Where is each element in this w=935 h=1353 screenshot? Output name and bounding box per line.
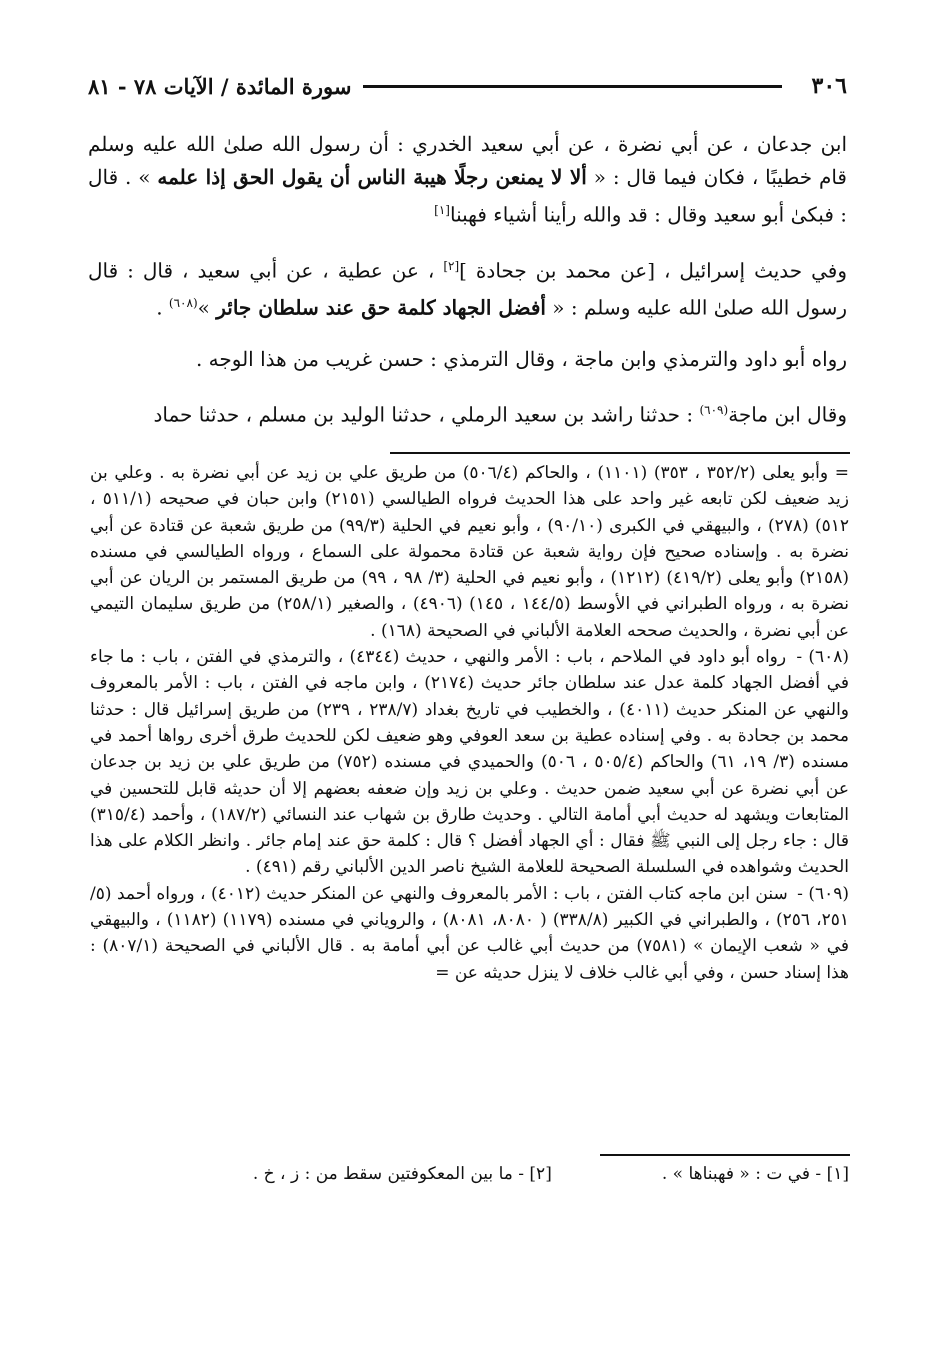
p2-after: » bbox=[197, 295, 217, 320]
footnote-609-number: (٦٠٩) - bbox=[797, 883, 850, 904]
p2-text: وفي حديث إسرائيل ، [عن محمد بن جحادة ] bbox=[459, 258, 847, 283]
paragraph-hadith-2 bbox=[88, 250, 847, 325]
footnote-608 bbox=[90, 644, 849, 881]
editor-notes-separator bbox=[600, 1154, 850, 1156]
footnotes bbox=[90, 460, 849, 986]
footnote-609 bbox=[90, 881, 849, 986]
p4-b: : حدثنا راشد بن سعيد الرملي ، حدثنا الوليد بن مسلم ، حدثنا حماد bbox=[153, 402, 700, 427]
surah-title: سورة المائدة / الآيات ٧٨ - ٨١ bbox=[88, 73, 352, 99]
p2-mid: ، عن عطية ، عن أبي سعيد ، قال : قال رسول الله صلىٰ الله عليه وسلم : « bbox=[88, 258, 847, 320]
p4-a: وقال ابن ماجة bbox=[728, 402, 847, 427]
footnote-ref-609: (٦٠٩) bbox=[699, 402, 729, 417]
footnote-608-number: (٦٠٨) - bbox=[796, 647, 850, 668]
paragraph-ibn-majah bbox=[88, 394, 847, 432]
page-number: ٣٠٦ bbox=[811, 73, 847, 99]
editor-note-marker-1: [١] bbox=[434, 203, 450, 217]
footnote-ref-608: (٦٠٨) bbox=[168, 296, 198, 311]
footnotes-separator bbox=[390, 452, 850, 454]
editor-note-1: [١] - في ت : « فهبناها » . bbox=[661, 1164, 849, 1184]
page-header bbox=[88, 66, 847, 106]
paragraph-takhrij: رواه أبو داود والترمذي وابن ماجة ، وقال الترمذي : حسن غريب من هذا الوجه . bbox=[195, 346, 847, 371]
p2-hadith-quote: أفضل الجهاد كلمة حق عند سلطان جائر bbox=[216, 295, 546, 320]
footnote-609-text: سنن ابن ماجه كتاب الفتن ، باب : الأمر بالمعروف والنهي عن المنكر حديث (٤٠١٢) ، ورواه أحمد (٥/ ٢٥١، ٢٥٦) ، والطبراني في الكبير (٣٣٨/٨) ( ٨٠٨٠، ٨٠٨١) ، والروياني في مسنده (١١٧٩) (١١٨٢) ، والبيهقي في « شعب الإيمان » (٧٥٨١) من حديث أبي غالب عن أبي أمامة به . قال الألباني في الصحيحة (٨٠٧/١) : هذا إسناد حسن ، وفي أبي غالب خلاف لا ينزل حديثه عن = bbox=[90, 883, 850, 983]
p2-end: . bbox=[156, 295, 169, 320]
p1-text: ابن جدعان ، عن أبي نضرة ، عن أبي سعيد الخدري : أن رسول الله صلىٰ الله عليه وسلم قام خطيبًا ، فكان فيما قال : « bbox=[88, 132, 847, 189]
editor-notes bbox=[100, 1164, 849, 1194]
paragraph-hadith-1 bbox=[88, 128, 847, 232]
editor-note-2: [٢] - ما بين المعكوفتين سقط من : ز ، خ . bbox=[252, 1164, 552, 1184]
editor-note-marker-2: [٢] bbox=[443, 258, 460, 273]
p1-hadith-quote: ألا لا يمنعن رجلًا هيبة الناس أن يقول الحق إذا علمه bbox=[157, 165, 587, 189]
p1-after: » . قال : فبكىٰ أبو سعيد وقال : قد والله رأينا أشياء فهبنا bbox=[88, 165, 847, 227]
footnote-608-text: رواه أبو داود في الملاحم ، باب : الأمر والنهي ، حديث (٤٣٤٤) ، والترمذي في الفتن ، باب : ما جاء في أفضل الجهاد كلمة عدل عند سلطان جائر حديث (٢١٧٤) ، وابن ماجه في الفتن ، باب : الأمر بالمعروف والنهي عن المنكر حديث (٤٠١١) ، والخطيب في تاريخ بغداد (٢٣٨/٧ ، ٢٣٩) من طريق إسرائيل قال : حدثنا محمد بن جحادة به . وفي إسناده عطية بن سعد العوفي وهو ضعيف لكن للحديث طرق أخرى رواها أحمد في مسنده (٣/ ١٩، ٦١) والحاكم (٥٠٥/٤ ، ٥٠٦) والحميدي في مسنده (٧٥٢) من طريق علي بن زيد بن جدعان عن أبي نضرة عن أبي سعيد ضمن حديث . وعلي بن زيد وإن ضعفه بعضهم إلا أن حديثه قابل للتحسين في المتابعات ويشهد له حديث أبي أمامة التالي . وحديث طارق بن شهاب عند النسائي (١٨٧/٢) ، وأحمد (٣١٥/٤) قال : جاء رجل إلى النبي ﷺ فقال : أي الجهاد أفضل ؟ قال : كلمة حق عند إمام جائر . وانظر الكلام على هذا الحديث وشواهده في السلسلة الصحيحة للعلامة الشيخ ناصر الدين الألباني رقم (٤٩١) . bbox=[90, 647, 850, 878]
footnote-continuation: = وأبو يعلى (٣٥٢/٢ ، ٣٥٣) (١١٠١) ، والحاكم (٥٠٦/٤) من طريق علي بن زيد عن أبي نضرة به . وعلي بن زيد ضعيف لكن تابعه غير واحد على هذا الحديث فرواه الطيالسي (٢١٥١) وابن حبان في صحيحه (٥١١/١ ، ٥١٢) (٢٧٨) ، والبيهقي في الكبرى (٩٠/١٠) ، وأبو نعيم في الحلية (٩٩/٣) من طريق شعبة عن قتادة عن أبي نضرة به . وإسناده صحيح فإن رواية شعبة عن قتادة محمولة على السماع ، ورواه الطيالسي في مسنده (٢١٥٨) وأبو يعلى (٤١٩/٢) (١٢١٢) ، وأبو نعيم في الحلية (٣/ ٩٨ ، ٩٩) من طريق المستمر بن الريان عن أبي نضرة به ، ورواه الطبراني في الأوسط (١٤٤/٥ ، ١٤٥) (٤٩٠٦) ، والصغير (٢٥٨/١) من طريق سليمان التيمي عن أبي نضرة ، والحديث صححه العلامة الألباني في الصحيحة (١٦٨) . bbox=[90, 463, 850, 641]
header-rule bbox=[363, 85, 781, 88]
main-text bbox=[88, 128, 847, 450]
